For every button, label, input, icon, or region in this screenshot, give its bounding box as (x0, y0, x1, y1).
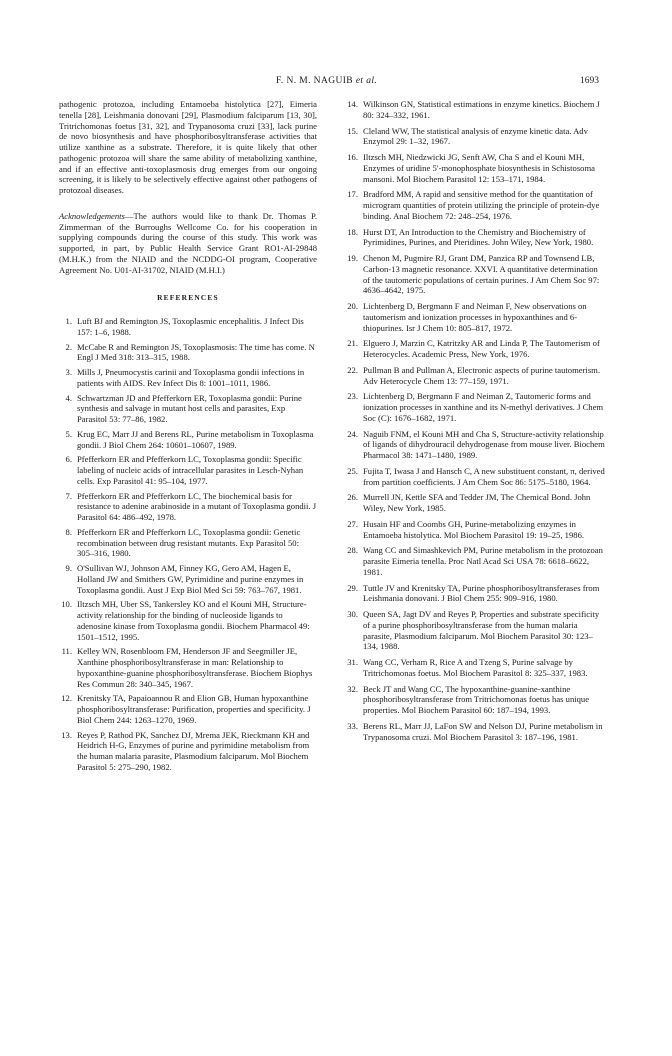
reference-list-left (59, 316, 317, 773)
reference-number: 10. (61, 599, 72, 610)
reference-number: 26. (347, 492, 358, 503)
reference-text: Reyes P, Rathod PK, Sanchez DJ, Mrema JEK, Rieckmann KH and Heidrich H-G, Enzymes of purine and pyrimidine metabolism from the human malaria parasite, Plasmodium falciparum. Mol Biochem Parasitol 5: 275–290, 1982. (77, 729, 310, 772)
reference-number: 17. (347, 189, 358, 200)
reference-item (59, 527, 317, 559)
reference-item (345, 466, 607, 488)
reference-text: Iltzsch MH, Niedzwicki JG, Senft AW, Cha S and el Kouni MH, Enzymes of uridine 5′-monophosphate biosynthesis in Schistosoma mansoni. Mol Biochem Parasitol 12: 153–171, 1984. (363, 152, 595, 184)
reference-item (59, 367, 317, 389)
reference-text: Chenon M, Pugmire RJ, Grant DM, Panzica RP and Townsend LB, Carbon-13 magnetic resonance. XXVI. A quantitative determination of the tautomeric populations of certain purines. J Am Chem Soc 97: 4636–4642, 1975. (363, 253, 600, 296)
reference-text: Iltzsch MH, Uber SS, Tankersley KO and el Kouni MH, Structure-activity relationship for the binding of nucleoside ligands to adenosine kinase from Toxoplasma gondii. Biochem Pharmacol 49: 1501–1512, 1995. (77, 599, 310, 642)
reference-number: 3. (65, 367, 72, 377)
reference-text: Cleland WW, The statistical analysis of enzyme kinetic data. Adv Enzymol 29: 1–32, 1967. (363, 125, 588, 147)
reference-number: 18. (347, 226, 358, 237)
reference-text: Pfefferkorn ER and Pfefferkorn LC, Toxoplasma gondii: Genetic recombination between drug resistant mutants. Exp Parasitol 50: 305–316, 1980. (77, 526, 301, 559)
reference-number: 14. (347, 99, 358, 109)
reference-item (345, 684, 607, 716)
reference-number: 30. (347, 609, 358, 619)
reference-number: 15. (347, 125, 358, 136)
reference-item (345, 253, 607, 296)
left-column (59, 99, 317, 777)
reference-text: Schwartzman JD and Pfefferkorn ER, Toxoplasma gondii: Purine synthesis and salvage in mutant host cells and parasites, Exp Parasitol 53: 77–86, 1982. (77, 392, 302, 424)
reference-number: 2. (65, 341, 72, 352)
running-head-authors: F. N. M. NAGUIB (276, 76, 354, 86)
reference-text: Krenitsky TA, Papaioannou R and Elion GB, Human hypoxanthine phosphoribosyltransferase: Purification, properties and specificity. J Biol Chem 244: 1263–1270, 1969. (77, 693, 311, 725)
reference-item (345, 338, 607, 360)
reference-text: Wang CC, Verham R, Rice A and Tzeng S, Purine salvage by Tritrichomonas foetus. Mol Biochem Parasitol 8: 325–337, 1983. (363, 657, 588, 678)
reference-text: Lichtenberg D, Bergmann F and Neiman F, New observations on tautomerism and ionization processes in hypoxanthines and 6-thiopurines. Isr J Chem 10: 805–817, 1972. (363, 301, 587, 333)
reference-number: 6. (65, 454, 72, 465)
reference-text: Wilkinson GN, Statistical estimations in enzyme kinetics. Biochem J 80: 324–332, 1961. (363, 99, 600, 120)
reference-number: 12. (61, 693, 72, 704)
reference-text: O'Sullivan WJ, Johnson AM, Finney KG, Gero AM, Hagen E, Holland JW and Smithers GW, Pyrimidine and purine enzymes in Toxoplasma gondii. Aust J Exp Biol Med Sci 59: 763–767, 1981. (77, 563, 304, 595)
reference-number: 27. (347, 518, 358, 529)
reference-number: 7. (65, 490, 72, 501)
reference-number: 9. (65, 563, 72, 573)
references-heading: REFERENCES (157, 293, 219, 303)
reference-item (345, 721, 607, 743)
reference-item (59, 693, 317, 725)
reference-text: Bradford MM, A rapid and sensitive method for the quantitation of microgram quantities of protein utilizing the principle of protein-dye binding. Anal Biochem 72: 248–254, 1976. (363, 189, 600, 221)
reference-item (59, 393, 317, 425)
reference-number: 21. (347, 338, 358, 349)
reference-item (59, 429, 317, 451)
reference-text: Berens RL, Marr JJ, LaFon SW and Nelson DJ, Purine metabolism in Trypanosoma cruzi. Mol Biochem Parasitol 3: 187–196, 1981. (363, 720, 603, 742)
reference-number: 23. (347, 391, 358, 402)
reference-number: 16. (347, 152, 358, 162)
reference-item (345, 429, 607, 461)
reference-item (59, 342, 317, 364)
reference-text: Naguib FNM, el Kouni MH and Cha S, Structure-activity relationship of ligands of dihydrouracil dehydrogenase from mouse liver. Biochem Pharmacol 38: 1471–1480, 1989. (363, 428, 605, 460)
acknowledgements (59, 211, 317, 276)
reference-item (345, 492, 607, 514)
reference-text: Pfefferkorn ER and Pfefferkorn LC, Toxoplasma gondii: Specific labeling of nucleic acids of intracellular parasites in Lesch-Nyhan cells. Exp Parasitol 41: 95–104, 1977. (77, 454, 304, 486)
reference-number: 1. (65, 316, 72, 326)
reference-item (59, 599, 317, 642)
reference-number: 25. (347, 465, 358, 476)
reference-text: Pullman B and Pullman A, Electronic aspects of purine tautomerism. Adv Heterocycle Chem 13: 77–159, 1971. (363, 364, 600, 386)
reference-number: 19. (347, 253, 358, 263)
reference-item (345, 583, 607, 605)
reference-number: 28. (347, 545, 358, 556)
reference-item (59, 316, 317, 338)
reference-number: 8. (65, 526, 72, 537)
reference-item (345, 301, 607, 333)
reference-item (345, 152, 607, 184)
body-paragraph: pathogenic protozoa, including Entamoeba histolytica [27], Eimeria tenella [28], Leishmania donovani [29], Plasmodium falciparum [13, 30], Tritrichomonas foetus [31, 32], and Trypanosoma cruzi [33], lack purine de novo biosynthesis and have phosphoribosyltransferase activities that utilize xanthine as a substrate. Therefore, it is quite likely that other pathogenic protozoa will share the same ability of metabolizing xanthine, and if an effective anti-toxoplasmosis drug emerges from our ongoing screening, it is likely to be selectively effective against other pathogens of protozoal diseases. (59, 99, 317, 195)
reference-text: Luft BJ and Remington JS, Toxoplasmic encephalitis. J Infect Dis 157: 1–6, 1988. (77, 316, 304, 337)
reference-item (345, 227, 607, 249)
reference-text: Krug EC, Marr JJ and Berens RL, Purine metabolism in Toxoplasma gondii. J Biol Chem 264: 10601–10607, 1989. (77, 428, 314, 450)
reference-text: Elguero J, Marzin C, Katritzky AR and Linda P, The Tautomerism of Heterocycles. Academic Press, New York, 1976. (363, 338, 600, 359)
right-column (345, 99, 607, 747)
reference-number: 20. (347, 301, 358, 311)
running-head-etal: et al. (355, 76, 378, 86)
reference-item (59, 491, 317, 523)
reference-item (345, 391, 607, 423)
reference-text: Wang CC and Simashkevich PM, Purine metabolism in the protozoan parasite Eimeria tenella. Proc Natl Acad Sci USA 78: 6618–6622, 1981. (363, 545, 603, 577)
reference-item (345, 189, 607, 221)
reference-text: McCabe R and Remington JS, Toxoplasmosis: The time has come. N Engl J Med 318: 313–315, 1988. (77, 341, 315, 363)
reference-item (59, 730, 317, 773)
reference-item (345, 657, 607, 679)
reference-number: 24. (347, 428, 358, 439)
reference-number: 13. (61, 729, 72, 740)
running-head (276, 76, 377, 86)
reference-number: 33. (347, 720, 358, 731)
reference-number: 31. (347, 657, 358, 667)
acknowledgements-heading: Acknowledgements (59, 210, 125, 221)
reference-item (345, 519, 607, 541)
reference-number: 4. (65, 392, 72, 403)
reference-item (59, 454, 317, 486)
reference-text: Lichtenberg D, Bergmann F and Neiman Z, Tautomeric forms and ionization processes in xanthine and its N-methyl derivatives. J Chem Soc (C): 1676–1682, 1971. (363, 391, 604, 423)
reference-number: 29. (347, 582, 358, 593)
running-header (0, 76, 672, 90)
reference-item (59, 563, 317, 595)
reference-text: Fujita T, Iwasa J and Hansch C, A new substituent constant, π, derived from partition coefficients. J Am Chem Soc 86: 5175–5180, 1964. (363, 465, 605, 487)
reference-list-right (345, 99, 607, 742)
reference-item (345, 609, 607, 652)
page-number: 1693 (580, 76, 599, 86)
acknowledgements-text: —The authors would like to thank Dr. Thomas P. Zimmerman of the Burroughs Wellcome Co. for his cooperation in supplying compounds during the course of this study. This work was supported, in part, by Public Health Service Grant RO1-AI-29848 (M.H.K.) from the NIAID and the NCDDG-OI program, Cooperative Agreement No. U01-AI-31702, NIAID (M.H.I.) (59, 210, 317, 275)
reference-item (345, 545, 607, 577)
reference-text: Hurst DT, An Introduction to the Chemistry and Biochemistry of Pyrimidines, Purines, and Pteridines. John Wiley, New York, 1980. (363, 226, 594, 248)
reference-text: Queen SA, Jagt DV and Reyes P, Properties and substrate specificity of a purine phosphoribosyltransferase from the human malaria parasite, Plasmodium falciparum. Mol Biochem Parasitol 30: 123–134, 1988. (363, 609, 600, 652)
reference-text: Husain HF and Coombs GH, Purine-metabolizing enzymes in Entamoeba histolytica. Mol Biochem Parasitol 19: 19–25, 1986. (363, 518, 585, 540)
reference-item (345, 365, 607, 387)
reference-number: 11. (61, 646, 72, 657)
reference-number: 22. (347, 364, 358, 375)
reference-text: Beck JT and Wang CC, The hypoxanthine-guanine-xanthine phosphoribosyltransferase from Tritrichomonas foetus has unique properties. Mol Biochem Parasitol 60: 187–194, 1993. (363, 683, 590, 715)
reference-text: Tuttle JV and Krenitsky TA, Purine phosphoribosyltransferases from Leishmania donovani. J Biol Chem 255: 909–916, 1980. (363, 582, 600, 604)
reference-number: 5. (65, 428, 72, 439)
reference-number: 32. (347, 683, 358, 694)
reference-item (345, 99, 607, 121)
reference-text: Pfefferkorn ER and Pfefferkorn LC, The biochemical basis for resistance to adenine arabinoside in a mutant of Toxoplasma gondii. J Parasitol 64: 486–492, 1978. (77, 490, 317, 522)
reference-item (345, 126, 607, 148)
reference-text: Mills J, Pneumocystis carinii and Toxoplasma gondii infections in patients with AIDS. Rev Infect Dis 8: 1001–1011, 1986. (77, 367, 305, 388)
reference-text: Kelley WN, Rosenbloom FM, Henderson JF and Seegmiller JE, Xanthine phosphoribosyltransferase in man: Relationship to hypoxanthine-guanine phosphoribosyltransferase. Biochem Biophys Res Commun 28: 340–345, 1967. (77, 646, 313, 689)
reference-item (59, 646, 317, 689)
reference-text: Murrell JN, Kettle SFA and Tedder JM, The Chemical Bond. John Wiley, New York, 1985. (363, 492, 591, 513)
